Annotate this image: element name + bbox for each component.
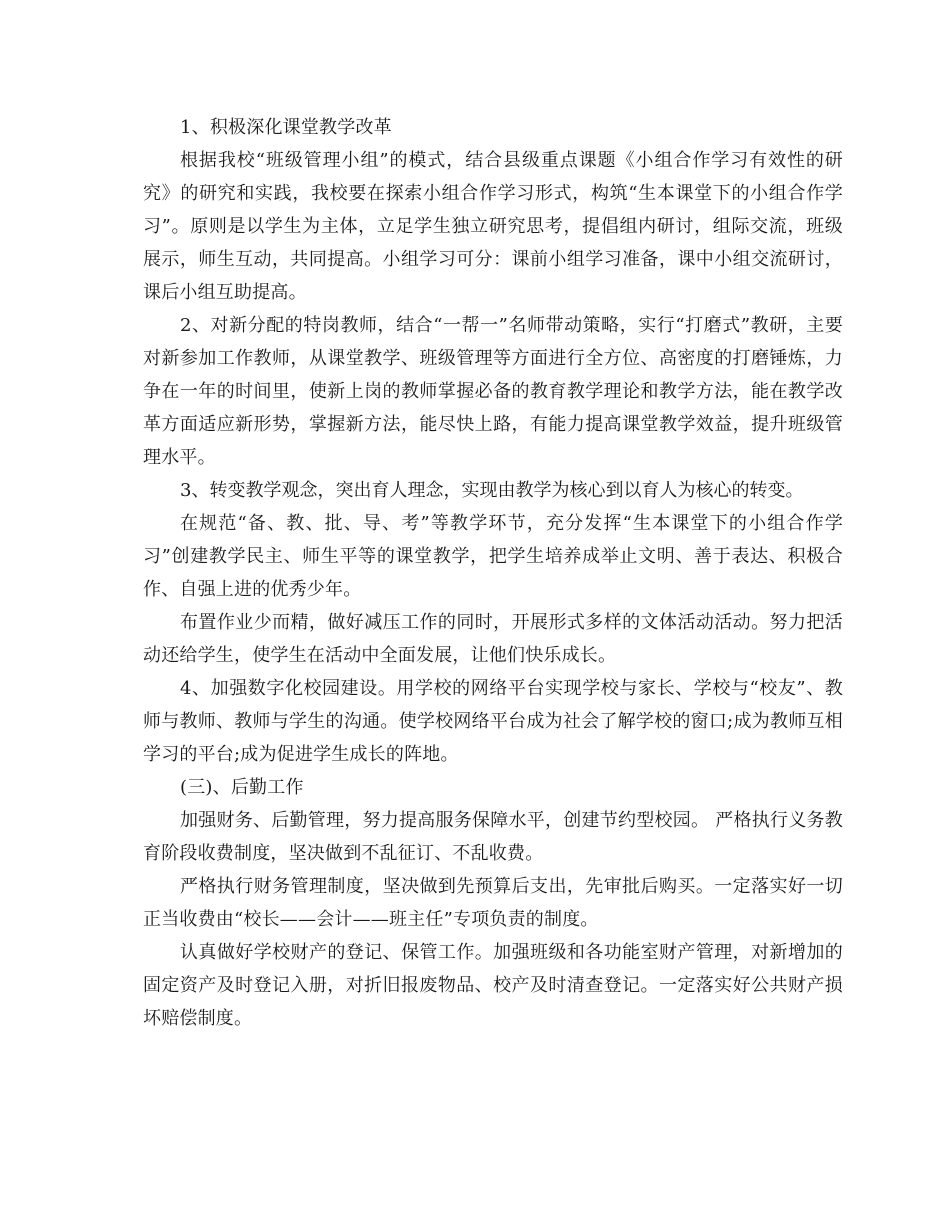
document-body	[143, 111, 843, 1035]
section-heading-logistics: (三)、后勤工作	[180, 777, 304, 798]
paragraph-group-learning: 根据我校“班级管理小组”的模式，结合县级重点课题《小组合作学习有效性的研究》的研究和实践，我校要在探索小组合作学习形式，构筑“生本课堂下的小组合作学习”。原则是以学生为主体，立足学生独立研究思考，提倡组内研讨，组际交流，班级展示，师生互动，共同提高。小组学习可分：课前小组学习准备，课中小组交流研讨，课后小组互助提高。	[143, 150, 843, 303]
paragraph-teaching-steps: 在规范“备、教、批、导、考”等教学环节，充分发挥“生本课堂下的小组合作学习”创建教学民主、师生平等的课堂教学，把学生培养成举止文明、善于表达、积极合作、自强上进的优秀少年。	[143, 513, 843, 600]
section-heading-classroom-reform: 1、积极深化课堂教学改革	[180, 117, 392, 138]
paragraph-teaching-concept: 3、转变教学观念，突出育人理念，实现由教学为核心到以育人为核心的转变。	[180, 480, 804, 501]
paragraph-homework: 布置作业少而精，做好减压工作的同时，开展形式多样的文体活动活动。努力把活动还给学生，使学生在活动中全面发展，让他们快乐成长。	[143, 612, 843, 666]
paragraph-digital-campus: 4、加强数字化校园建设。用学校的网络平台实现学校与家长、学校与“校友”、教师与教师、教师与学生的沟通。使学校网络平台成为社会了解学校的窗口;成为教师互相学习的平台;成为促进学生成长的阵地。	[143, 678, 843, 765]
paragraph-property-management: 认真做好学校财产的登记、保管工作。加强班级和各功能室财产管理，对新增加的固定资产及时登记入册，对折旧报废物品、校产及时清查登记。一定落实好公共财产损坏赔偿制度。	[143, 942, 843, 1029]
paragraph-new-teachers: 2、对新分配的特岗教师，结合“一帮一”名师带动策略，实行“打磨式”教研，主要对新参加工作教师，从课堂教学、班级管理等方面进行全方位、高密度的打磨锤炼，力争在一年的时间里，使新上岗的教师掌握必备的教育教学理论和教学方法，能在教学改革方面适应新形势，掌握新方法，能尽快上路，有能力提高课堂教学效益，提升班级管理水平。	[143, 315, 843, 468]
paragraph-finance-management: 加强财务、后勤管理，努力提高服务保障水平，创建节约型校园。 严格执行义务教育阶段收费制度，坚决做到不乱征订、不乱收费。	[143, 810, 843, 864]
paragraph-budget-rules: 严格执行财务管理制度，坚决做到先预算后支出，先审批后购买。一定落实好一切正当收费由“校长——会计——班主任”专项负责的制度。	[143, 876, 843, 930]
